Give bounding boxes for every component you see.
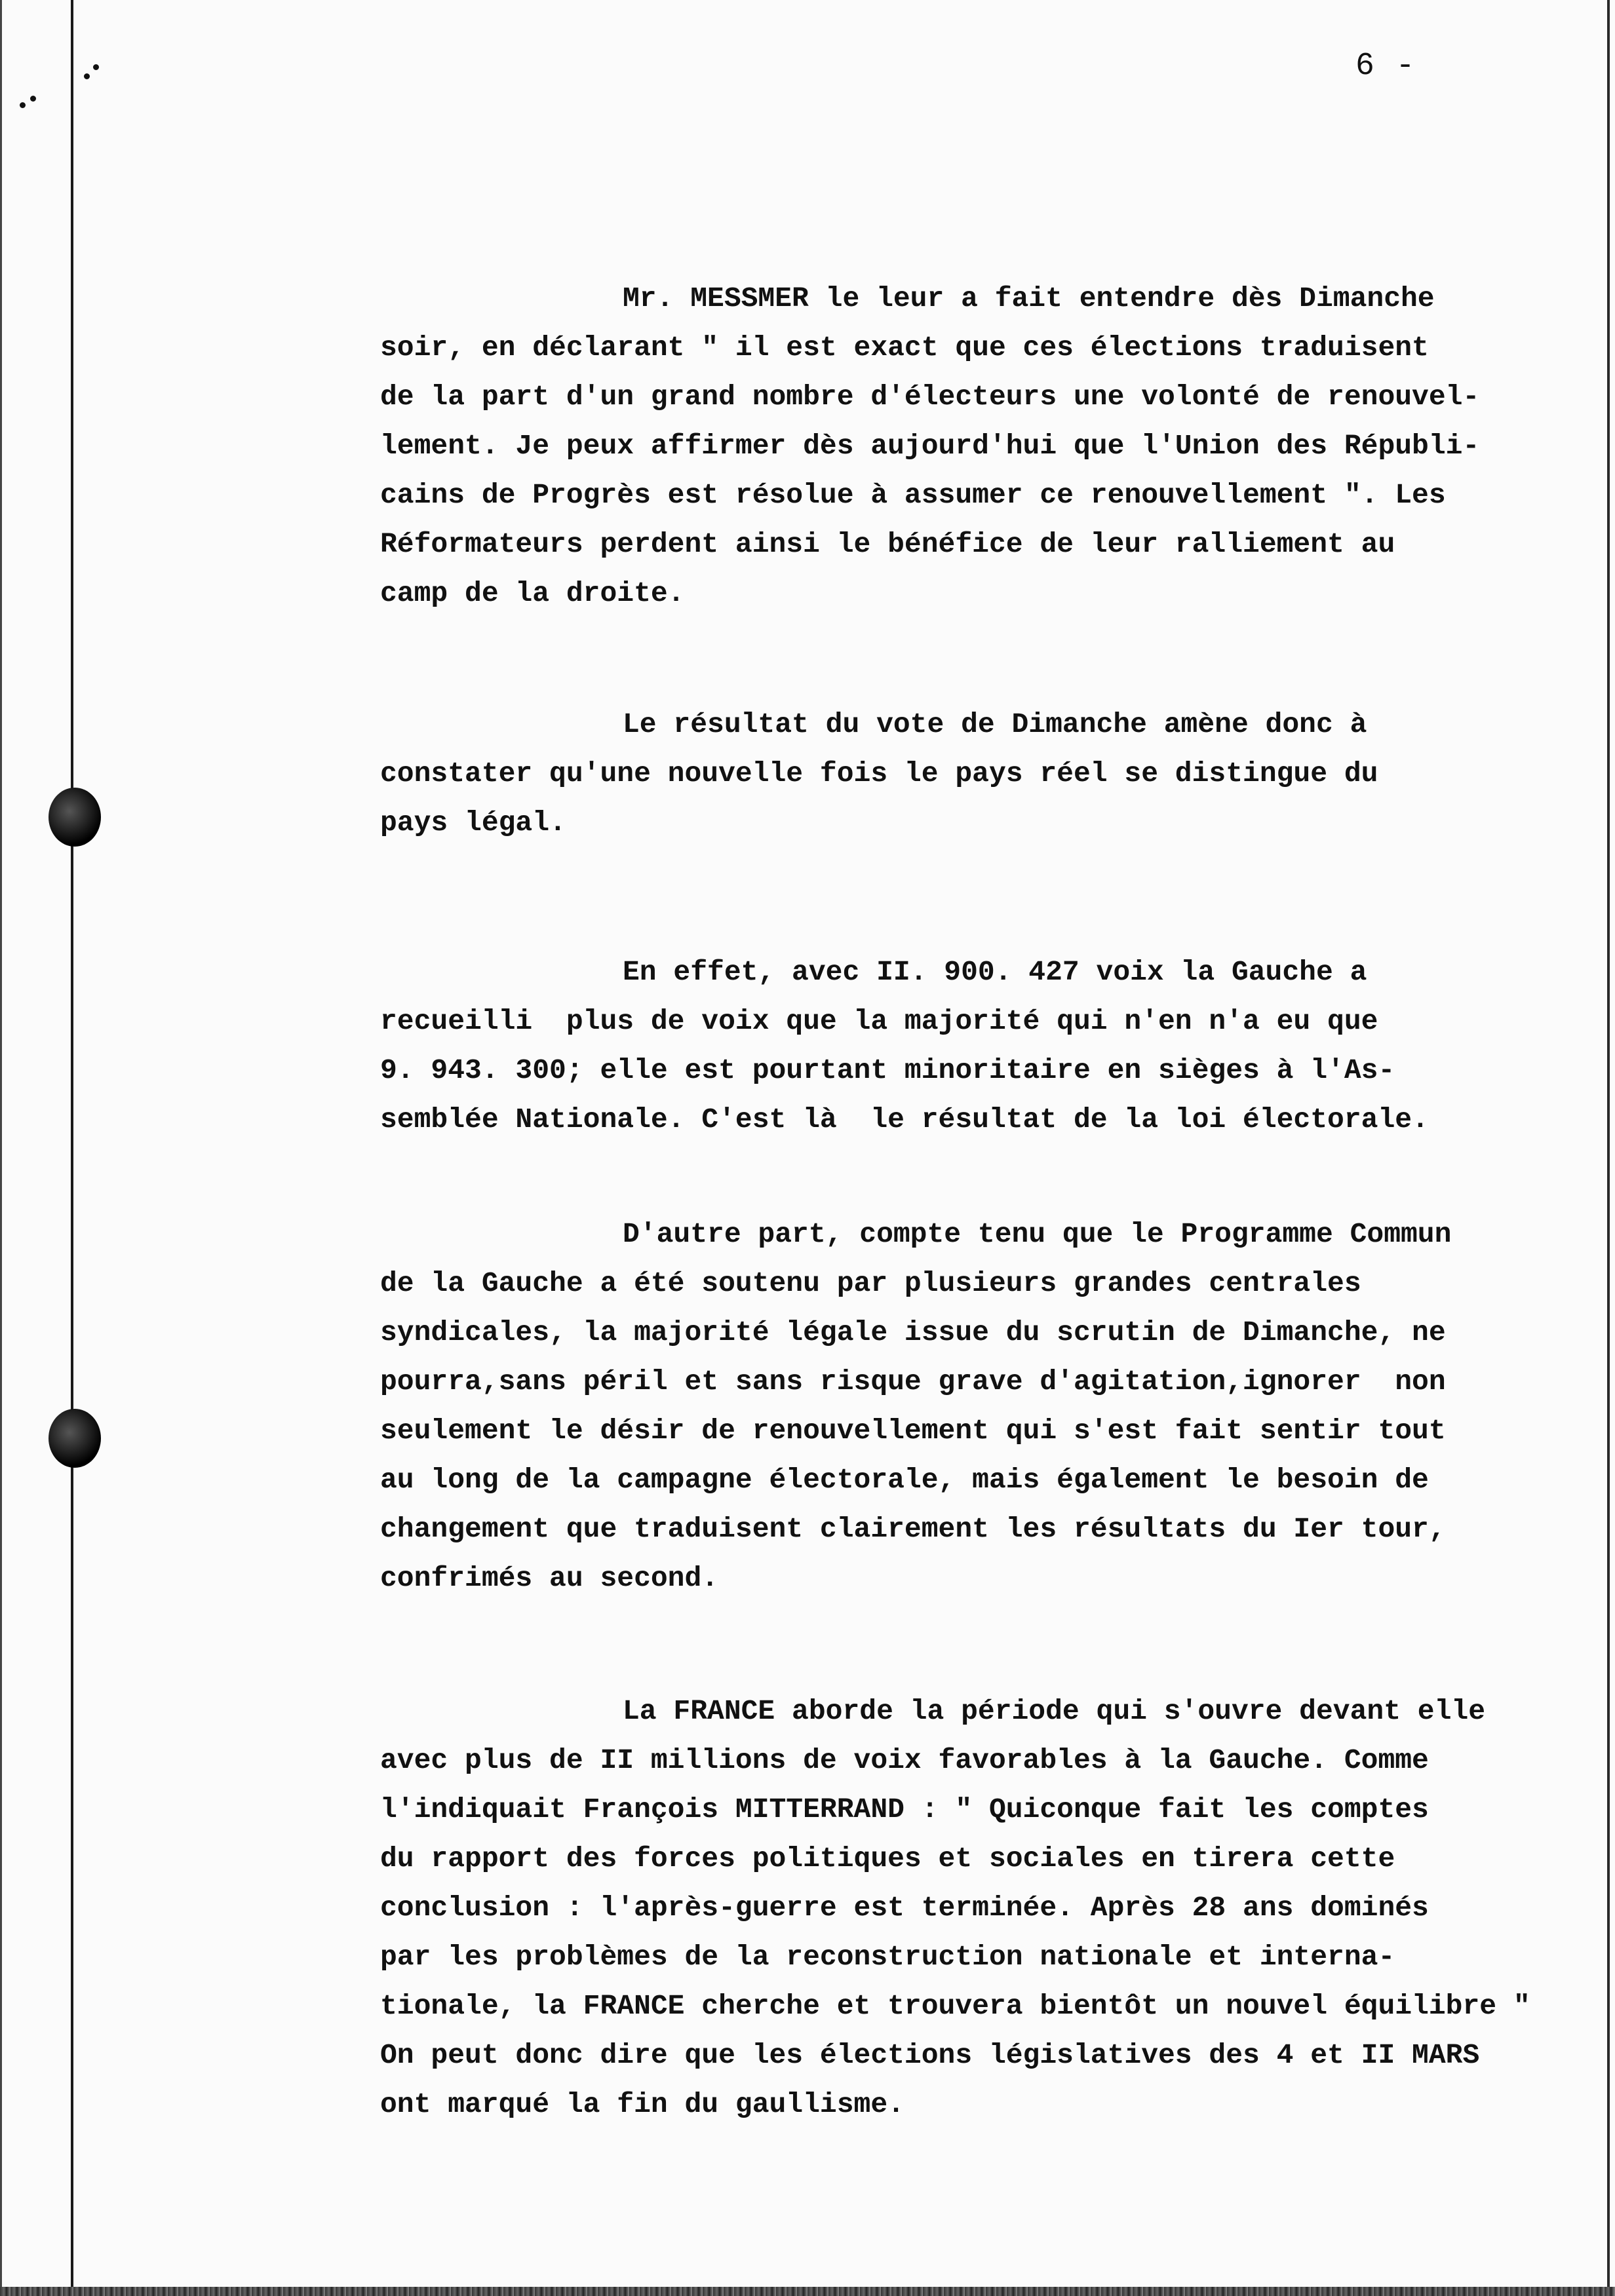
page-number: 6 - — [1355, 48, 1416, 84]
text-line: de la part d'un grand nombre d'électeurs une volonté de renouvel- — [380, 381, 1480, 413]
text-line: recueilli plus de voix que la majorité qui n'en n'a eu que — [380, 1005, 1378, 1037]
text-line: au long de la campagne électorale, mais également le besoin de — [380, 1464, 1429, 1496]
text-line: On peut donc dire que les élections législatives des 4 et II MARS — [380, 2039, 1480, 2071]
text-line: Réformateurs perdent ainsi le bénéfice de leur ralliement au — [380, 528, 1395, 560]
binding-margin-line — [71, 0, 73, 2296]
page-left-edge — [0, 0, 2, 2296]
text-line: En effet, avec II. 900. 427 voix la Gauche a — [623, 956, 1367, 988]
punch-hole-top — [49, 788, 101, 847]
paragraph-vote-counts — [380, 947, 1599, 1144]
text-line: de la Gauche a été soutenu par plusieurs grandes centrales — [380, 1267, 1361, 1299]
text-line: par les problèmes de la reconstruction nationale et interna- — [380, 1941, 1395, 1973]
punch-hole-bottom — [49, 1409, 101, 1468]
text-line: pourra,sans péril et sans risque grave d'agitation,ignorer non — [380, 1366, 1446, 1398]
text-line: cains de Progrès est résolue à assumer ce renouvellement ". Les — [380, 479, 1446, 511]
page-right-edge — [1607, 0, 1610, 2296]
paragraph-programme-commun — [380, 1210, 1599, 1603]
text-line: changement que traduisent clairement les résultats du Ier tour, — [380, 1513, 1446, 1545]
text-line: avec plus de II millions de voix favorables à la Gauche. Comme — [380, 1744, 1429, 1776]
text-line: Le résultat du vote de Dimanche amène donc à — [623, 708, 1367, 740]
text-line: confrimés au second. — [380, 1562, 719, 1594]
text-line: tionale, la FRANCE cherche et trouvera bientôt un nouvel équilibre " — [380, 1990, 1530, 2022]
text-line: l'indiquait François MITTERRAND : " Quiconque fait les comptes — [380, 1793, 1429, 1826]
page-bottom-edge — [0, 2287, 1615, 2296]
paragraph-vote-result — [380, 700, 1599, 847]
text-line: soir, en déclarant " il est exact que ces élections traduisent — [380, 332, 1429, 364]
text-line: constater qu'une nouvelle fois le pays réel se distingue du — [380, 757, 1378, 790]
text-line: semblée Nationale. C'est là le résultat de la loi électorale. — [380, 1103, 1429, 1136]
text-line: La FRANCE aborde la période qui s'ouvre devant elle — [623, 1695, 1486, 1727]
scan-speck — [93, 64, 99, 70]
text-line: Mr. MESSMER le leur a fait entendre dès Dimanche — [623, 282, 1435, 315]
paragraph-messmer — [380, 274, 1599, 618]
text-line: D'autre part, compte tenu que le Programme Commun — [623, 1218, 1452, 1250]
text-line: ont marqué la fin du gaullisme. — [380, 2088, 905, 2120]
text-line: seulement le désir de renouvellement qui s'est fait sentir tout — [380, 1415, 1446, 1447]
paragraph-france-conclusion — [380, 1687, 1599, 2129]
text-line: camp de la droite. — [380, 577, 685, 609]
text-line: conclusion : l'après-guerre est terminée. Après 28 ans dominés — [380, 1892, 1429, 1924]
text-line: syndicales, la majorité légale issue du scrutin de Dimanche, ne — [380, 1316, 1446, 1349]
scan-speck — [30, 96, 36, 102]
text-line: 9. 943. 300; elle est pourtant minoritaire en sièges à l'As- — [380, 1054, 1395, 1086]
scan-speck — [20, 102, 26, 108]
text-line: pays légal. — [380, 807, 566, 839]
text-line: du rapport des forces politiques et sociales en tirera cette — [380, 1843, 1395, 1875]
scan-speck — [84, 73, 90, 79]
text-line: lement. Je peux affirmer dès aujourd'hui que l'Union des Républi- — [380, 430, 1480, 462]
